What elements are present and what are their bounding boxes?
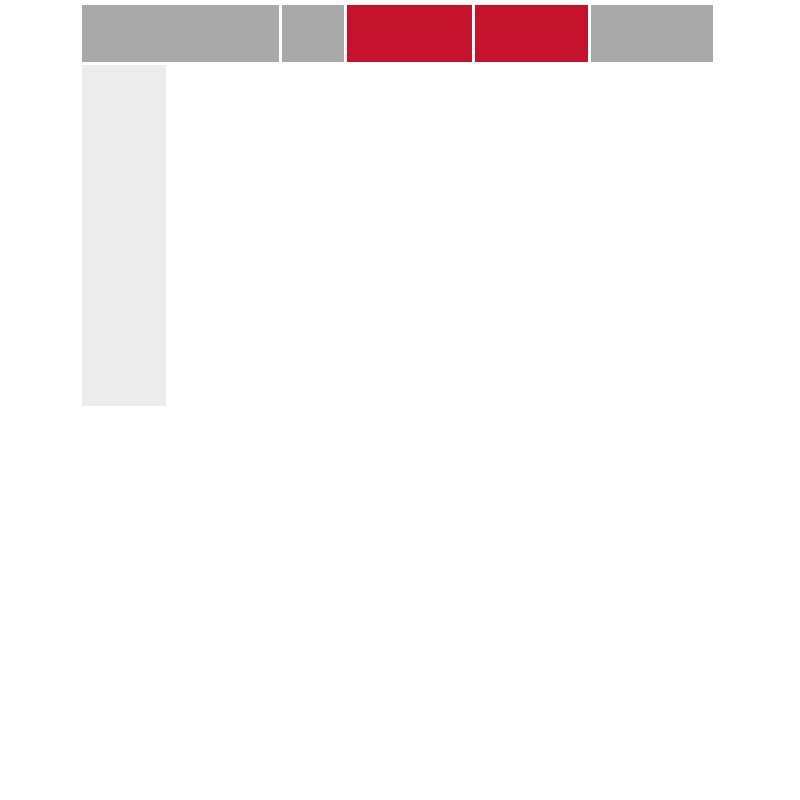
european-size-label (82, 65, 166, 406)
measurement-table (82, 5, 713, 406)
header-size (282, 5, 344, 62)
header-under-bust (475, 5, 588, 62)
header-upper-bust (347, 5, 472, 62)
header-recommended-weight (82, 5, 279, 62)
header-recommended (591, 5, 713, 62)
